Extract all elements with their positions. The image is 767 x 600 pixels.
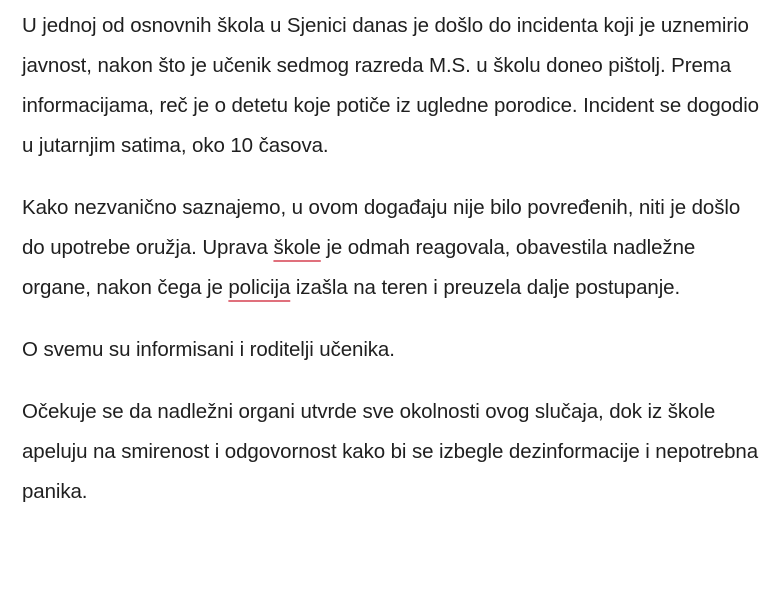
paragraph-details-text-3: izašla na teren i preuzela dalje postupanje. bbox=[290, 276, 681, 299]
paragraph-parents: O svemu su informisani i roditelji učenika. bbox=[22, 338, 395, 361]
article-body bbox=[22, 0, 762, 534]
paragraph-expectation: Očekuje se da nadležni organi utvrde sve okolnosti ovog slučaja, dok iz škole apeluju na smirenost i odgovornost kako bi se izbegle dezinformacije i nepotrebna panika. bbox=[22, 400, 759, 503]
link-skole[interactable]: škole bbox=[273, 236, 321, 259]
paragraph-details-text-1: Kako nezvanično saznajemo, u ovom događaju nije bilo povređenih, niti je došlo do upotrebe oružja. Uprava bbox=[22, 196, 741, 259]
paragraph-details-text-2: je odmah reagovala, obavestila nadležne organe, nakon čega je bbox=[22, 236, 696, 299]
link-policija[interactable]: policija bbox=[228, 276, 291, 299]
paragraph-details bbox=[22, 188, 762, 308]
paragraph-incident: U jednoj od osnovnih škola u Sjenici danas je došlo do incidenta koji je uznemirio javnost, nakon što je učenik sedmog razreda M.S. u školu doneo pištolj. Prema informacijama, reč je o detetu koje potiče iz ugledne porodice. Incident se dogodio u jutarnjim satima, oko 10 časova. bbox=[22, 14, 759, 157]
